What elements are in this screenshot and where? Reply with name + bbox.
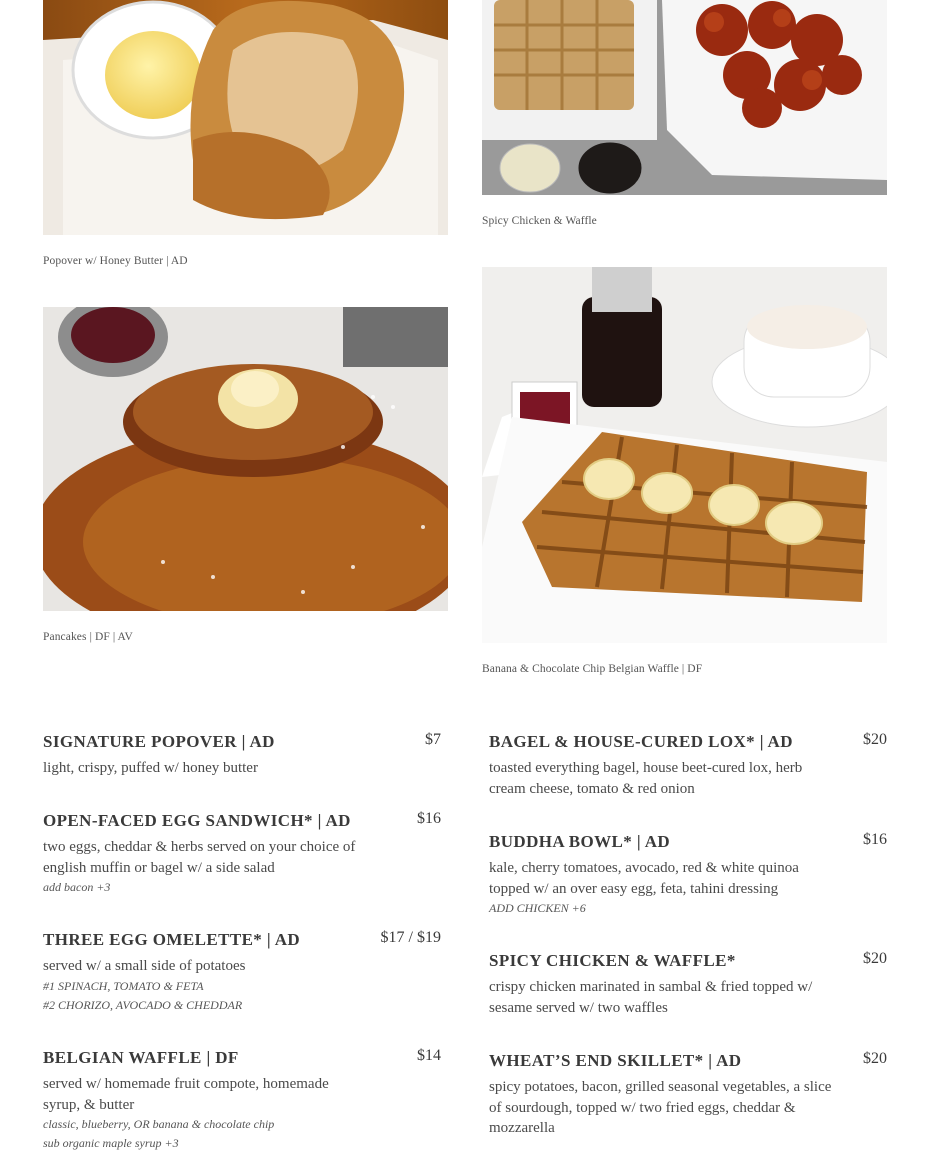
menu-item-description [489,1077,839,1139]
menu-item-description [489,758,834,799]
menu-item-price: $16 [863,831,887,848]
banana-waffle-caption: Banana & Chocolate Chip Belgian Waffle | DF [482,663,703,675]
menu-item-description [43,758,383,779]
menu-item-desc-text: toasted everything bagel, house beet-cured lox, herb cream cheese, tomato & red onion [489,760,803,797]
menu-item-desc-text: two eggs, cheddar & herbs served on your choice of english muffin or bagel w/ a side salad [43,839,356,876]
menu-item-description [43,956,383,1015]
menu-item-description [43,1074,363,1153]
pancakes-image [43,307,448,611]
menu-item-price: $17 / $19 [380,929,441,946]
menu-item-note: #1 SPINACH, TOMATO & FETA [43,978,204,993]
menu-item-name: BUDDHA BOWL* | AD [489,832,671,851]
menu-item-name: SPICY CHICKEN & WAFFLE* [489,951,736,970]
banana-waffle-photo[interactable] [482,267,887,643]
menu-item-price: $16 [417,810,441,827]
popover-image [43,0,448,235]
menu-item-description [489,977,834,1018]
menu-item-description [489,858,834,918]
menu-item-note: ADD CHICKEN +6 [489,901,586,915]
chicken-waffle-photo[interactable] [482,0,887,195]
menu-item-note: sub organic maple syrup +3 [43,1136,179,1150]
menu-item-price: $14 [417,1047,441,1064]
menu-item-name: WHEAT’S END SKILLET* | AD [489,1051,742,1070]
menu-item [43,732,441,792]
menu-item-desc-text: served w/ homemade fruit compote, homemade syrup, & butter [43,1076,329,1113]
popover-photo[interactable] [43,0,448,235]
menu-item-desc-text: served w/ a small side of potatoes [43,958,246,974]
chicken-waffle-caption: Spicy Chicken & Waffle [482,215,597,227]
menu-item-desc-text: crispy chicken marinated in sambal & fried topped w/ sesame served w/ two waffles [489,979,813,1016]
menu-item-name: SIGNATURE POPOVER | AD [43,732,275,751]
menu-item-price: $20 [863,950,887,967]
menu-item-note: add bacon +3 [43,880,111,894]
pancakes-photo[interactable] [43,307,448,611]
menu-item-desc-text: spicy potatoes, bacon, grilled seasonal vegetables, a slice of sourdough, topped w/ two fried eggs, cheddar & mozzarella [489,1079,832,1136]
menu-item-price: $7 [425,731,441,748]
menu-item-desc-text: light, crispy, puffed w/ honey butter [43,760,258,776]
menu-item-name: BAGEL & HOUSE-CURED LOX* | AD [489,732,793,751]
chicken-waffle-image [482,0,887,195]
menu-item-note: classic, blueberry, OR banana & chocolate chip [43,1117,275,1131]
menu-item-price: $20 [863,731,887,748]
menu-item-name: BELGIAN WAFFLE | DF [43,1048,239,1067]
menu-item-name: OPEN-FACED EGG SANDWICH* | AD [43,811,351,830]
banana-waffle-image [482,267,887,643]
popover-caption: Popover w/ Honey Butter | AD [43,255,188,267]
menu-item-description [43,837,388,897]
menu-item-name: THREE EGG OMELETTE* | AD [43,930,301,949]
pancakes-caption: Pancakes | DF | AV [43,631,133,643]
menu-item-desc-text: kale, cherry tomatoes, avocado, red & white quinoa topped w/ an over easy egg, feta, tahini dressing [489,860,799,897]
menu-item-price: $20 [863,1050,887,1067]
menu-item-note: #2 CHORIZO, AVOCADO & CHEDDAR [43,997,243,1012]
